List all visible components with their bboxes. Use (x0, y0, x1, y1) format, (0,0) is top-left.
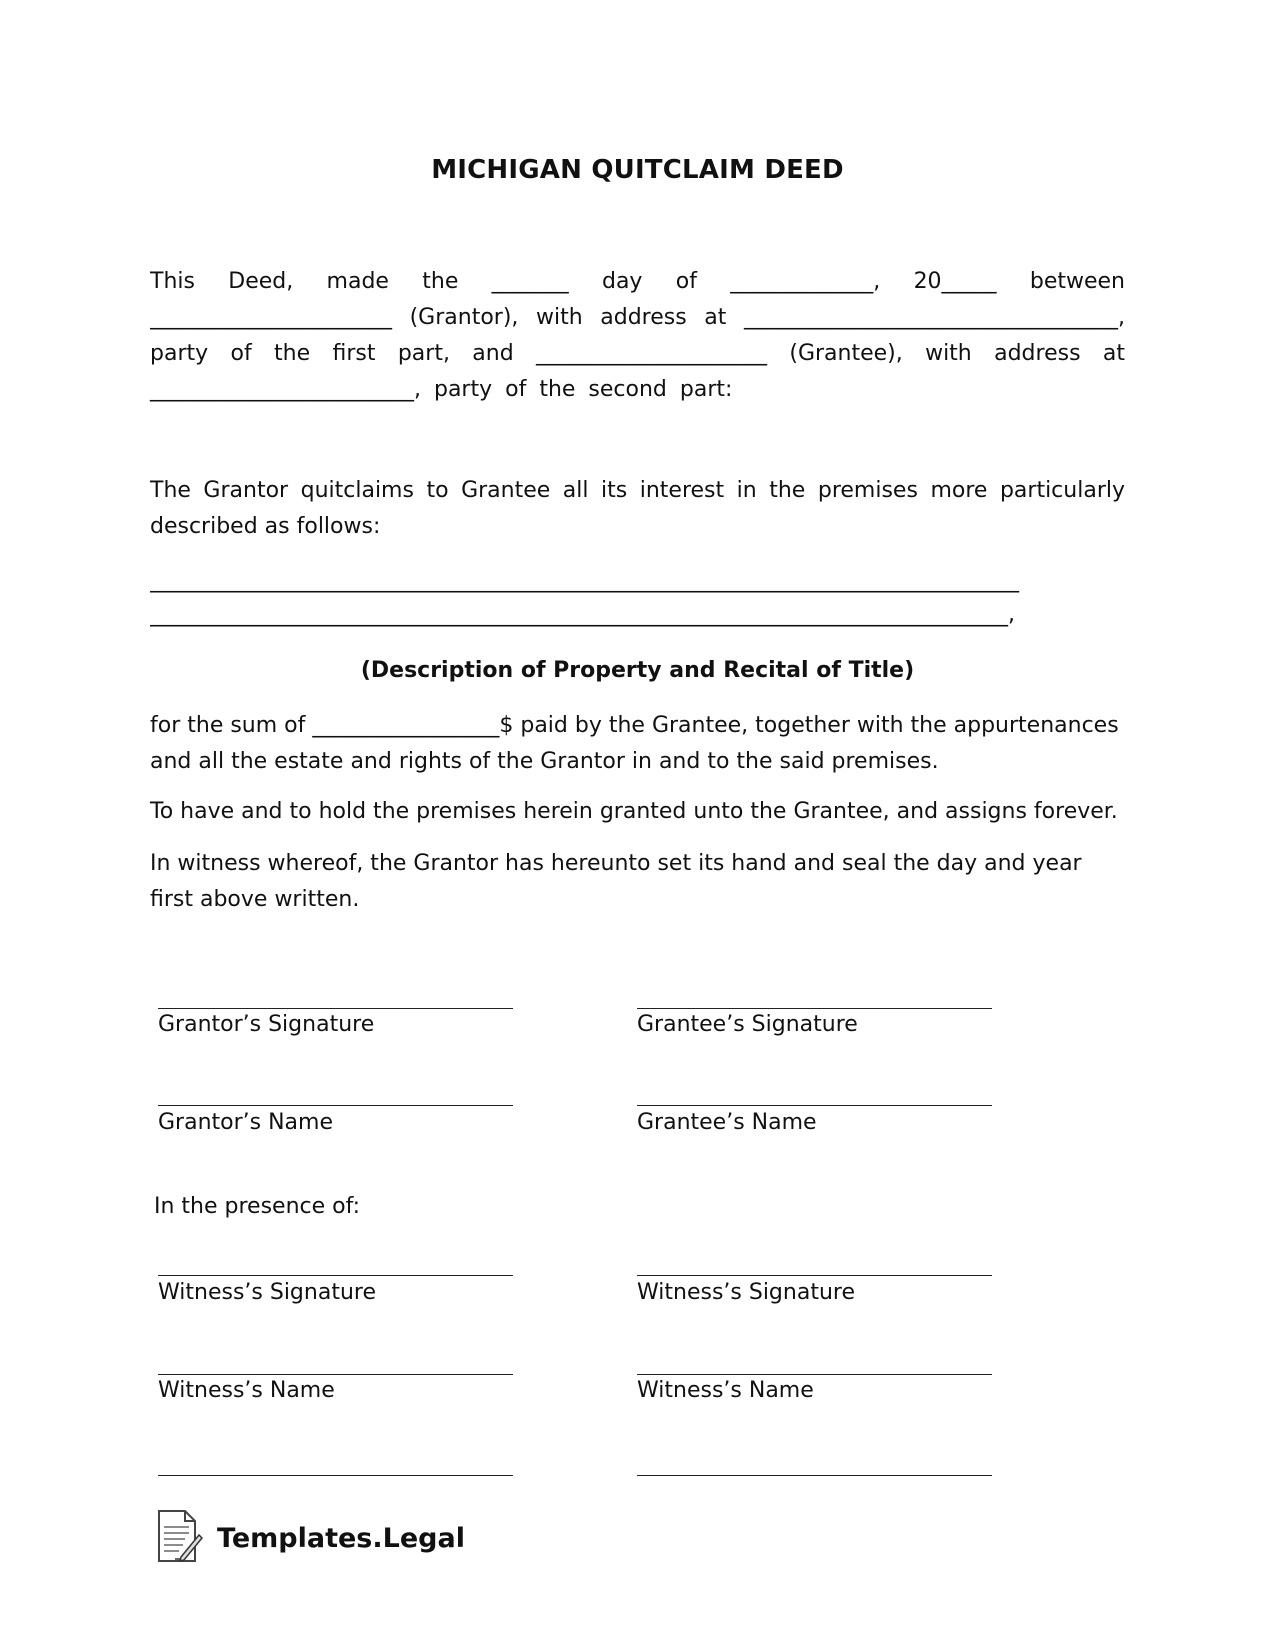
description-caption: (Description of Property and Recital of Title) (360, 658, 915, 683)
grantee-signature-line[interactable] (637, 1008, 992, 1009)
grantee-signature-label: Grantee’s Signature (637, 1012, 858, 1037)
witness1-name-label: Witness’s Name (158, 1378, 335, 1403)
grantor-signature-label: Grantor’s Signature (158, 1012, 375, 1037)
grantee-name-label: Grantee’s Name (637, 1110, 817, 1135)
grantee-name-line[interactable] (637, 1105, 992, 1106)
grantor-name-line[interactable] (158, 1105, 513, 1106)
description-blank-line: _______________________________________________________________________________ (150, 568, 1019, 593)
witness1-name-line[interactable] (158, 1374, 513, 1375)
document-title: MICHIGAN QUITCLAIM DEED (431, 155, 844, 185)
sum-paragraph: for the sum of _________________$ paid by the Grantee, together with the appurtenances and all the estate and rights of the Grantor in and to the said premises. (150, 713, 1119, 774)
grantor-name-label: Grantor’s Name (158, 1110, 334, 1135)
intro-paragraph (150, 264, 1125, 408)
presence-label: In the presence of: (154, 1194, 360, 1219)
intro-line: ______________________ (Grantor), with address at __________________________________, (150, 305, 1125, 330)
witness2-signature-line[interactable] (637, 1275, 992, 1276)
description-blank-line: ______________________________________________________________________________, (150, 602, 1015, 627)
extra-line-left[interactable] (158, 1475, 513, 1476)
extra-line-right[interactable] (637, 1475, 992, 1476)
witness2-signature-label: Witness’s Signature (637, 1280, 855, 1305)
intro-line: This Deed, made the _______ day of _____________, 20_____ between (150, 269, 1125, 294)
document-pen-icon (155, 1509, 203, 1567)
grantor-signature-line[interactable] (158, 1008, 513, 1009)
brand-name: Templates.Legal (217, 1522, 465, 1554)
witness1-signature-label: Witness’s Signature (158, 1280, 376, 1305)
intro-line: party of the first part, and _____________________ (Grantee), with address at (150, 341, 1125, 366)
witness-paragraph: In witness whereof, the Grantor has hereunto set its hand and seal the day and year first above written. (150, 851, 1082, 912)
quitclaim-paragraph: The Grantor quitclaims to Grantee all its interest in the premises more particularly described as follows: (150, 478, 1125, 539)
templates-legal-logo (155, 1510, 465, 1566)
witness2-name-line[interactable] (637, 1374, 992, 1375)
witness1-signature-line[interactable] (158, 1275, 513, 1276)
habendum-paragraph: To have and to hold the premises herein granted unto the Grantee, and assigns forever. (150, 799, 1118, 824)
witness2-name-label: Witness’s Name (637, 1378, 814, 1403)
intro-line: ________________________, party of the second part: (150, 377, 733, 402)
